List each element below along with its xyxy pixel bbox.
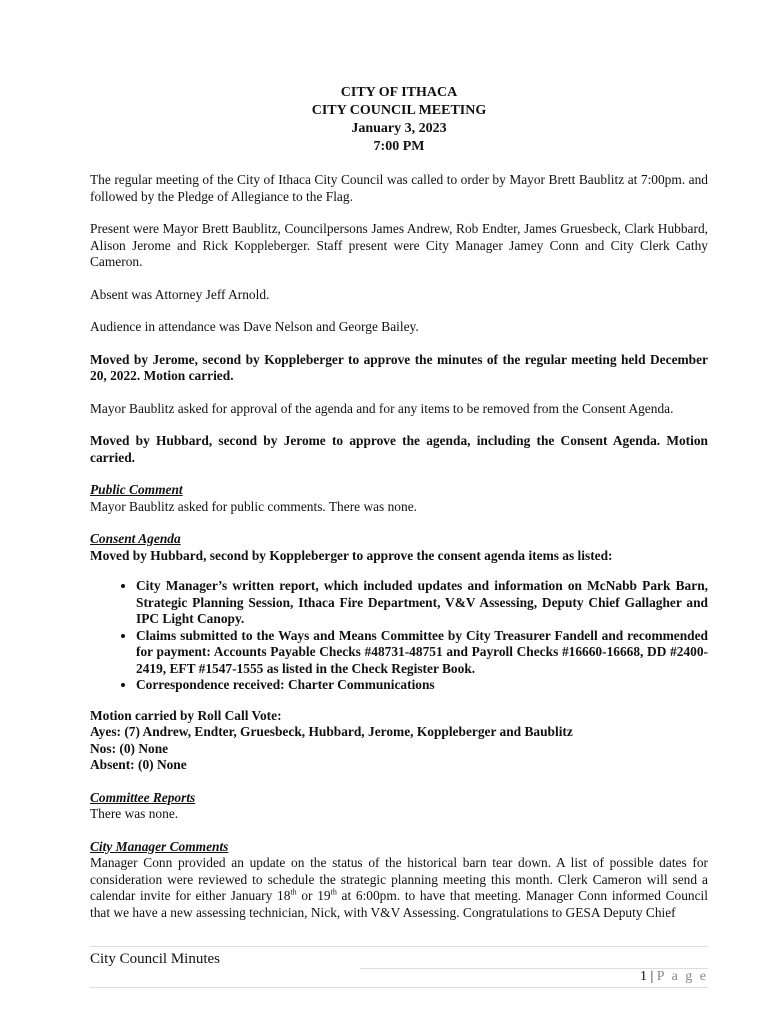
roll-call-nos: Nos: (0) None xyxy=(90,740,169,756)
page-separator: | xyxy=(650,969,654,984)
page-number: 1 xyxy=(639,969,647,984)
roll-call-vote xyxy=(90,708,708,774)
page-label: P a g e xyxy=(656,969,708,984)
roll-call-absent: Absent: (0) None xyxy=(90,757,187,772)
public-comment-heading: Public Comment xyxy=(90,482,183,497)
minutes-motion: Moved by Jerome, second by Koppleberger to approve the minutes of the regular meeting held December 20, 2022. Motion carried. xyxy=(90,351,708,383)
footer-bottom-rule xyxy=(90,987,708,988)
list-item: • Correspondence received: Charter Communications xyxy=(136,677,708,694)
attendance-paragraph: Present were Mayor Brett Baublitz, Councilpersons James Andrew, Rob Endter, James Gruesbeck, Clark Hubbard, Alison Jerome and Rick Koppleberger. Staff present were City Manager Jamey Conn and City Clerk Cathy Cameron. xyxy=(90,221,708,269)
public-comment-section xyxy=(90,482,708,515)
agenda-motion: Moved by Hubbard, second by Jerome to approve the agenda, including the Consent Agenda. Motion carried. xyxy=(90,433,708,465)
public-comment-text: Mayor Baublitz asked for public comments. There was none. xyxy=(90,498,417,514)
agenda-request-paragraph: Mayor Baublitz asked for approval of the agenda and for any items to be removed from the Consent Agenda. xyxy=(90,400,674,416)
committee-reports-section xyxy=(90,790,708,823)
header-date: January 3, 2023 xyxy=(351,121,447,136)
roll-call-title: Motion carried by Roll Call Vote: xyxy=(90,707,282,723)
roll-call-ayes: Ayes: (7) Andrew, Endter, Gruesbeck, Hubbard, Jerome, Koppleberger and Baublitz xyxy=(90,724,573,739)
list-item: • City Manager’s written report, which included updates and information on McNabb Park Barn, Strategic Planning Session, Ithaca Fire Department, V&V Assessing, Deputy Chief Gallagher and IPC Light Canopy. xyxy=(136,578,708,628)
footer-divider xyxy=(90,946,708,947)
footer-title: City Council Minutes xyxy=(90,951,221,967)
document-body xyxy=(90,172,708,937)
consent-agenda-section xyxy=(90,531,708,694)
city-manager-text-c: at 6:00pm. to have that meeting. Manager Conn informed Council that we have a new assessing technician, Nick, with V&V Assessing. Congratulations to GESA Deputy Chief xyxy=(90,888,708,920)
city-manager-section xyxy=(90,839,708,922)
footer-page-number xyxy=(640,969,708,985)
header-time: 7:00 PM xyxy=(373,139,425,154)
city-manager-text-a: Manager Conn provided an update on the status of the historical barn tear down. A list of possible dates for consideration were reviewed to schedule the strategic planning meeting this month. Clerk Cameron will send a calendar invite for either January 18 xyxy=(90,855,708,903)
city-manager-heading: City Manager Comments xyxy=(90,838,229,854)
city-manager-text-b: or 19 xyxy=(296,888,331,903)
ordinal-suffix: th xyxy=(290,887,297,897)
consent-agenda-motion: Moved by Hubbard, second by Koppleberger to approve the consent agenda items as listed: xyxy=(90,547,613,563)
committee-reports-text: There was none. xyxy=(90,806,179,821)
header-meeting: CITY COUNCIL MEETING xyxy=(311,103,487,118)
consent-agenda-heading: Consent Agenda xyxy=(90,531,181,546)
absent-paragraph: Absent was Attorney Jeff Arnold. xyxy=(90,286,270,302)
document-header xyxy=(90,84,708,156)
committee-reports-heading: Committee Reports xyxy=(90,789,196,805)
consent-agenda-list xyxy=(90,578,708,694)
list-item: • Claims submitted to the Ways and Means Committee by City Treasurer Fandell and recommended for payment: Accounts Payable Checks #48731-48751 and Payroll Checks #16660-16668, DD #2400-2419, EFT #1547-1555 as listed in the Check Register Book. xyxy=(136,628,708,678)
header-city: CITY OF ITHACA xyxy=(340,85,458,100)
audience-paragraph: Audience in attendance was Dave Nelson and George Bailey. xyxy=(90,319,419,334)
ordinal-suffix: th xyxy=(330,887,337,897)
call-to-order-paragraph: The regular meeting of the City of Ithaca City Council was called to order by Mayor Brett Baublitz at 7:00pm. and followed by the Pledge of Allegiance to the Flag. xyxy=(90,172,708,204)
